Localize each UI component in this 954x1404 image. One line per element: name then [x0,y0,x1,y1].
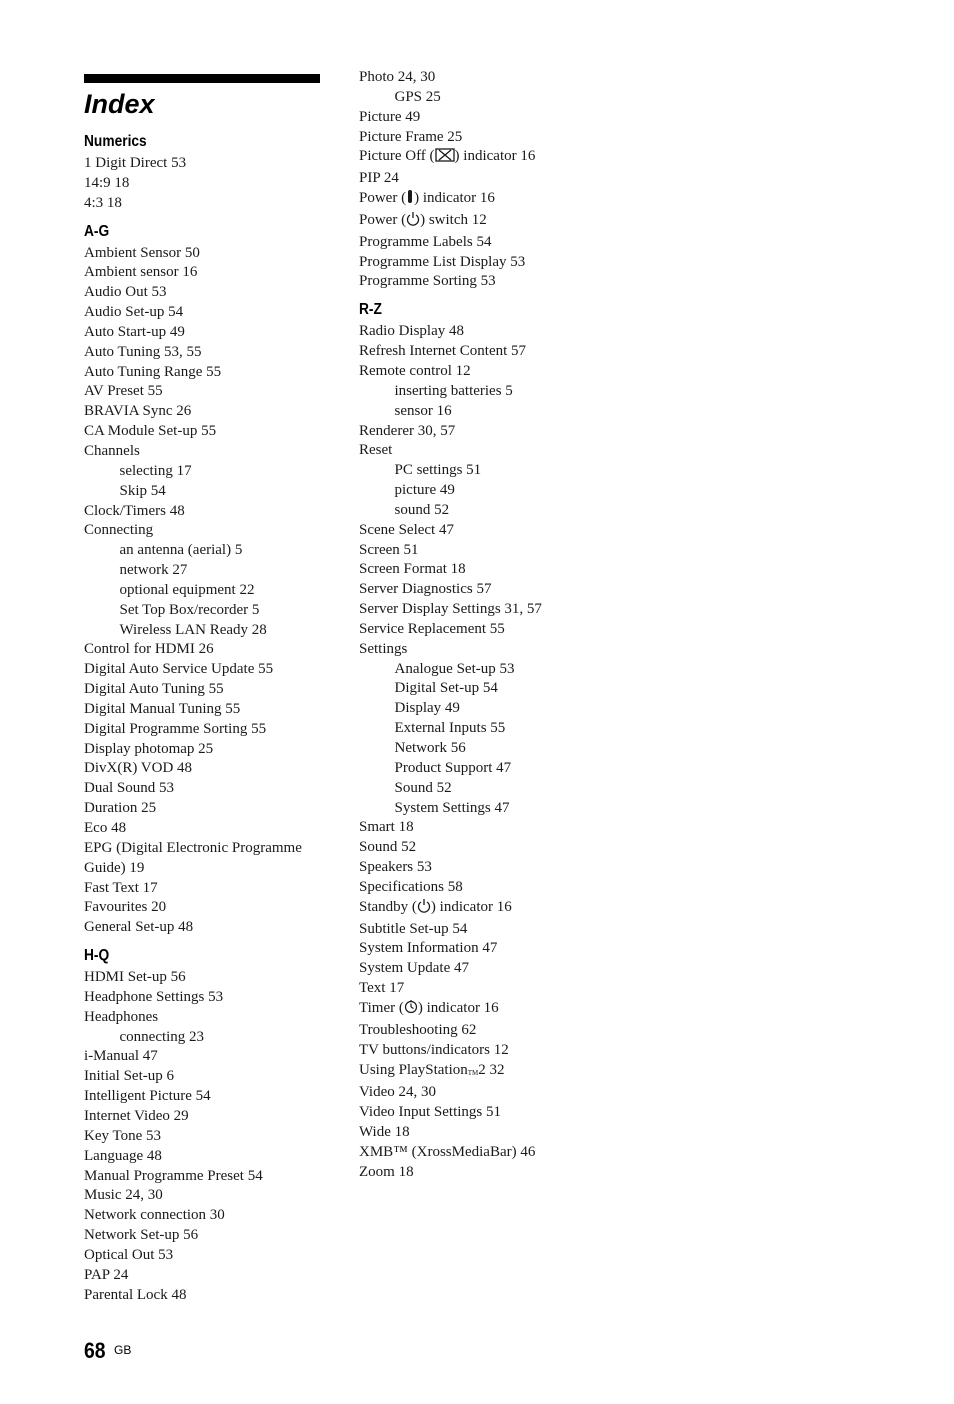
index-entry: Refresh Internet Content 57 [359,343,527,360]
h-q-list [84,968,334,1305]
a-g-list [84,244,334,939]
index-subentry: System Settings 47 [394,799,510,816]
index-entry: EPG (Digital Electronic Programme Guide) 19 [84,839,302,876]
entry-text: Power ( [359,211,407,228]
entry-text: Standby ( [359,898,417,915]
index-entry: DivX(R) VOD 48 [84,760,193,777]
index-entry: Audio Set-up 54 [84,304,184,321]
entry-text: ) indicator 16 [454,148,536,165]
index-entry: Settings [359,640,408,657]
index-entry: Server Display Settings 31, 57 [359,601,542,618]
index-entry: i-Manual 47 [84,1048,158,1065]
index-subentry: Sound 52 [394,779,452,796]
index-entry: Renderer 30, 57 [359,422,456,439]
power-switch-icon [406,211,420,233]
index-subentry: Display 49 [394,700,460,717]
section-heading-h-q: H-Q [84,947,110,965]
index-entry: Language 48 [84,1147,162,1164]
index-entry: Subtitle Set-up 54 [359,920,468,937]
entry-text: 2 32 [478,1061,505,1078]
index-subentry: picture 49 [394,482,455,499]
index-entry: General Set-up 48 [84,919,194,936]
index-entry: Scene Select 47 [359,521,454,538]
index-entry: Optical Out 53 [84,1246,174,1263]
index-entry: CA Module Set-up 55 [84,423,217,440]
index-entry: 1 Digit Direct 53 [84,155,187,171]
index-entry: Reset [359,442,393,459]
index-entry: Zoom 18 [359,1163,414,1180]
index-entry: Server Diagnostics 57 [359,581,492,598]
index-entry: Photo 24, 30 [359,69,436,85]
index-entry-standby [359,898,619,920]
picture-off-icon [435,148,455,169]
index-entry: AV Preset 55 [84,383,163,400]
index-entry: Picture 49 [359,108,421,125]
index-entry-timer [359,999,619,1021]
index-entry: Control for HDMI 26 [84,641,214,658]
entry-text: Picture Off ( [359,148,435,165]
h-q-continued-list [359,68,619,292]
index-subentry: Analogue Set-up 53 [394,660,515,677]
index-entry: System Information 47 [359,940,498,957]
entry-text: Timer ( [359,999,404,1016]
index-entry: Headphone Settings 53 [84,988,224,1005]
index-entry: Network connection 30 [84,1207,225,1224]
index-subentry: GPS 25 [394,88,441,105]
entry-text: ) indicator 16 [430,898,512,915]
index-entry: Fast Text 17 [84,879,158,896]
index-entry: Screen Format 18 [359,561,466,578]
index-subentry: Network 56 [394,740,466,756]
index-entry: Video Input Settings 51 [359,1104,502,1121]
index-subentry: inserting batteries 5 [394,382,513,399]
index-entry: Specifications 58 [359,878,463,895]
index-subentry: sensor 16 [394,402,452,419]
index-entry: Manual Programme Preset 54 [84,1167,263,1184]
index-entry: BRAVIA Sync 26 [84,403,192,420]
index-entry: Remote control 12 [359,362,471,379]
entry-text: Power ( [359,190,407,207]
index-subentry: network 27 [119,562,188,579]
index-entry: Programme Sorting 53 [359,273,496,290]
index-entry: Auto Start-up 49 [84,323,185,340]
index-subentry: connecting 23 [119,1028,205,1045]
section-heading-numerics: Numerics [84,133,147,150]
index-subentry: selecting 17 [119,462,192,479]
index-entry: Digital Programme Sorting 55 [84,720,267,737]
entry-text: Using PlayStation [359,1061,468,1078]
index-entry-power-indicator [359,189,619,211]
index-entry: Screen 51 [359,541,419,558]
index-subentry: an antenna (aerial) 5 [119,542,243,559]
index-entry: Ambient sensor 16 [84,264,198,281]
index-entry: TV buttons/indicators 12 [359,1041,509,1058]
index-entry: Connecting [84,522,154,539]
section-heading-r-z: R-Z [359,301,382,319]
entry-text: ) indicator 16 [417,999,499,1016]
index-entry: Favourites 20 [84,899,167,916]
index-column-right [359,68,619,1183]
index-subentry: Wireless LAN Ready 28 [119,621,267,638]
index-column-left [84,130,334,1305]
index-entry: Ambient Sensor 50 [84,244,200,261]
index-subentry: Digital Set-up 54 [394,680,498,697]
index-entry-power-switch [359,211,619,233]
index-entry: Programme List Display 53 [359,253,526,270]
page-title: Index [84,89,155,119]
trademark-mark: TM [467,1068,479,1077]
index-entry: PIP 24 [359,170,399,187]
entry-text: ) switch 12 [420,211,487,228]
index-entry: Audio Out 53 [84,284,167,301]
index-subentry: optional equipment 22 [119,581,255,598]
numerics-list [84,154,334,214]
index-subentry: Set Top Box/recorder 5 [119,601,260,618]
index-entry: Speakers 53 [359,859,432,876]
index-entry: Auto Tuning 53, 55 [84,343,202,360]
section-heading-a-g: A-G [84,222,110,240]
index-entry: Picture Frame 25 [359,128,463,145]
index-entry: Troubleshooting 62 [359,1021,477,1038]
title-rule [84,74,320,83]
index-entry: Digital Auto Tuning 55 [84,681,224,698]
index-entry: System Update 47 [359,960,469,977]
r-z-list [359,322,619,1182]
index-entry: Duration 25 [84,800,157,817]
index-entry: PAP 24 [84,1266,129,1283]
index-entry: Sound 52 [359,839,417,856]
index-entry: Smart 18 [359,819,414,836]
index-entry: Music 24, 30 [84,1187,163,1204]
index-entry: Auto Tuning Range 55 [84,363,222,380]
index-entry: Dual Sound 53 [84,780,174,797]
index-entry: Radio Display 48 [359,323,464,340]
index-entry: Intelligent Picture 54 [84,1088,211,1105]
index-entry: Initial Set-up 6 [84,1068,174,1085]
page-number: 68 [84,1338,106,1363]
index-entry: Network Set-up 56 [84,1227,199,1244]
index-entry: Clock/Timers 48 [84,502,185,519]
index-entry: Service Replacement 55 [359,620,505,637]
index-subentry: PC settings 51 [394,462,482,479]
index-entry: Eco 48 [84,820,127,836]
index-subentry: Product Support 47 [394,759,512,776]
timer-icon [404,999,418,1021]
index-entry: Video 24, 30 [359,1084,437,1101]
index-entry: Wide 18 [359,1124,410,1141]
index-entry: Text 17 [359,980,405,997]
index-subentry: External Inputs 55 [394,720,506,737]
index-subentry: sound 52 [394,501,450,518]
index-entry: 4:3 18 [84,194,122,211]
index-entry: Display photomap 25 [84,740,214,757]
index-entry: Channels [84,442,140,459]
index-entry: Digital Auto Service Update 55 [84,661,274,678]
index-entry: HDMI Set-up 56 [84,969,186,986]
index-entry: Digital Manual Tuning 55 [84,700,241,717]
index-entry: Programme Labels 54 [359,233,492,250]
index-entry: Internet Video 29 [84,1107,189,1124]
index-entry: Key Tone 53 [84,1127,161,1144]
index-entry: Headphones [84,1008,159,1025]
power-indicator-icon [406,189,414,211]
index-subentry: Skip 54 [119,482,166,499]
entry-text: ) indicator 16 [414,190,495,207]
index-entry: 14:9 18 [84,174,130,191]
index-entry-picture-off [359,147,619,169]
standby-icon [417,898,431,920]
index-entry-playstation [359,1061,619,1084]
index-entry: XMB™ (XrossMediaBar) 46 [359,1143,536,1160]
index-entry: Parental Lock 48 [84,1286,187,1303]
page-region-code: GB [114,1343,132,1357]
